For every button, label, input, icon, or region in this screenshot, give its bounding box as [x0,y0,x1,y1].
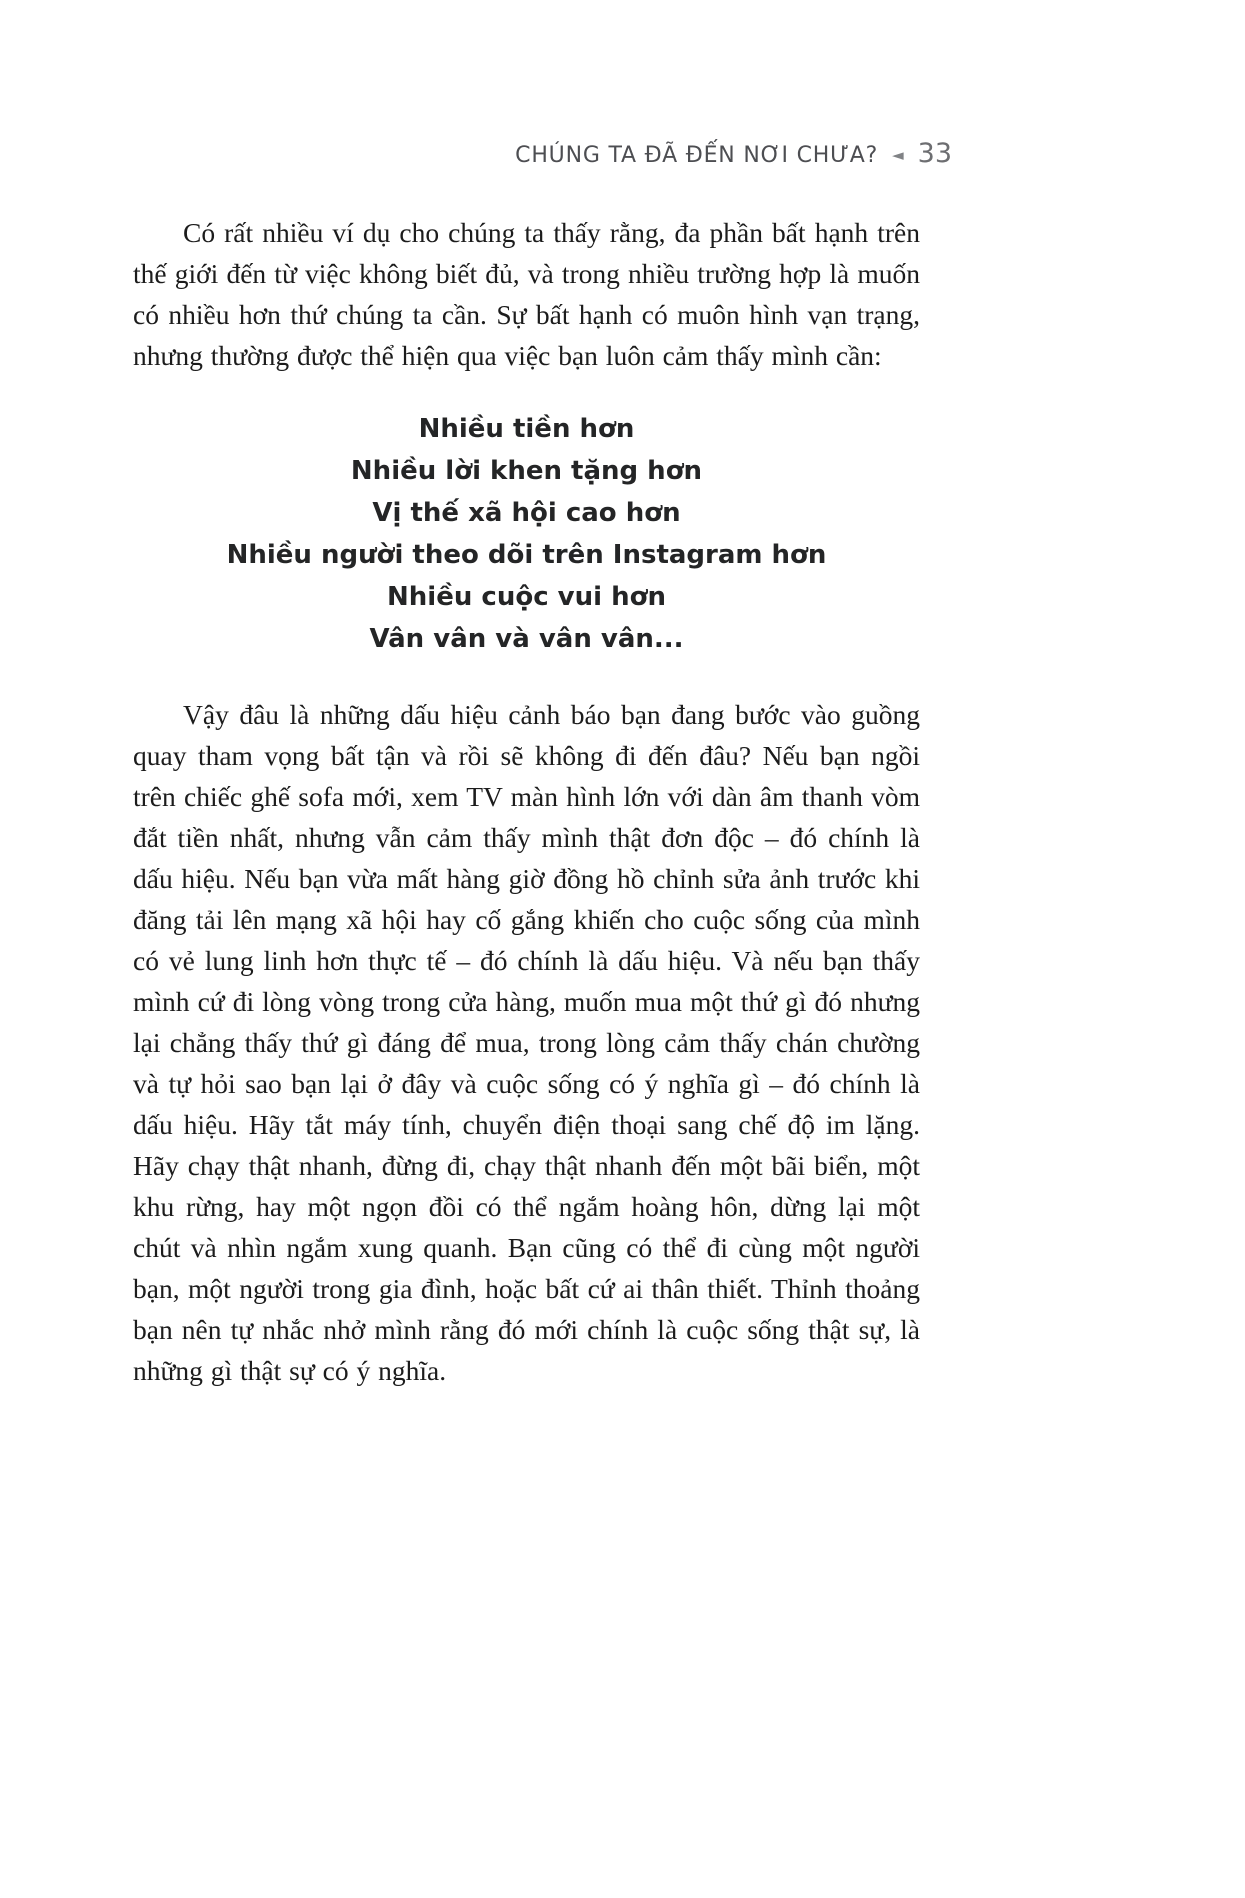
list-item: Vân vân và vân vân... [369,624,684,654]
list-item: Nhiều cuộc vui hơn [387,582,666,612]
page-content [133,138,952,1391]
page-number: 33 [917,138,952,169]
wants-list [133,408,920,660]
running-header [133,138,952,169]
body-paragraph-1: Có rất nhiều ví dụ cho chúng ta thấy rằng, đa phần bất hạnh trên thế giới đến từ việc không biết đủ, và trong nhiều trường hợp là muốn có nhiều hơn thứ chúng ta cần. Sự bất hạnh có muôn hình vạn trạng, nhưng thường được thể hiện qua việc bạn luôn cảm thấy mình cần: [133,217,920,371]
body-paragraph-2: Vậy đâu là những dấu hiệu cảnh báo bạn đang bước vào guồng quay tham vọng bất tận và rồi sẽ không đi đến đâu? Nếu bạn ngồi trên chiếc ghế sofa mới, xem TV màn hình lớn với dàn âm thanh vòm đắt tiền nhất, nhưng vẫn cảm thấy mình thật đơn độc – đó chính là dấu hiệu. Nếu bạn vừa mất hàng giờ đồng hồ chỉnh sửa ảnh trước khi đăng tải lên mạng xã hội hay cố gắng khiến cho cuộc sống của mình có vẻ lung linh hơn thực tế – đó chính là dấu hiệu. Và nếu bạn thấy mình cứ đi lòng vòng trong cửa hàng, muốn mua một thứ gì đó nhưng lại chẳng thấy thứ gì đáng để mua, trong lòng cảm thấy chán chường và tự hỏi sao bạn lại ở đây và cuộc sống có ý nghĩa gì – đó chính là dấu hiệu. Hãy tắt máy tính, chuyển điện thoại sang chế độ im lặng. Hãy chạy thật nhanh, đừng đi, chạy thật nhanh đến một bãi biển, một khu rừng, hay một ngọn đồi có thể ngắm hoàng hôn, dừng lại một chút và nhìn ngắm xung quanh. Bạn cũng có thể đi cùng một người bạn, một người trong gia đình, hoặc bất cứ ai thân thiết. Thỉnh thoảng bạn nên tự nhắc nhở mình rằng đó mới chính là cuộc sống thật sự, là những gì thật sự có ý nghĩa. [133,699,920,1386]
list-item: Vị thế xã hội cao hơn [372,498,681,528]
left-arrow-icon: ◄ [892,146,904,164]
chapter-title: CHÚNG TA ĐÃ ĐẾN NƠI CHƯA? [515,143,879,168]
list-item: Nhiều lời khen tặng hơn [350,456,703,486]
list-item: Nhiều tiền hơn [418,414,635,444]
list-item: Nhiều người theo dõi trên Instagram hơn [226,540,827,570]
